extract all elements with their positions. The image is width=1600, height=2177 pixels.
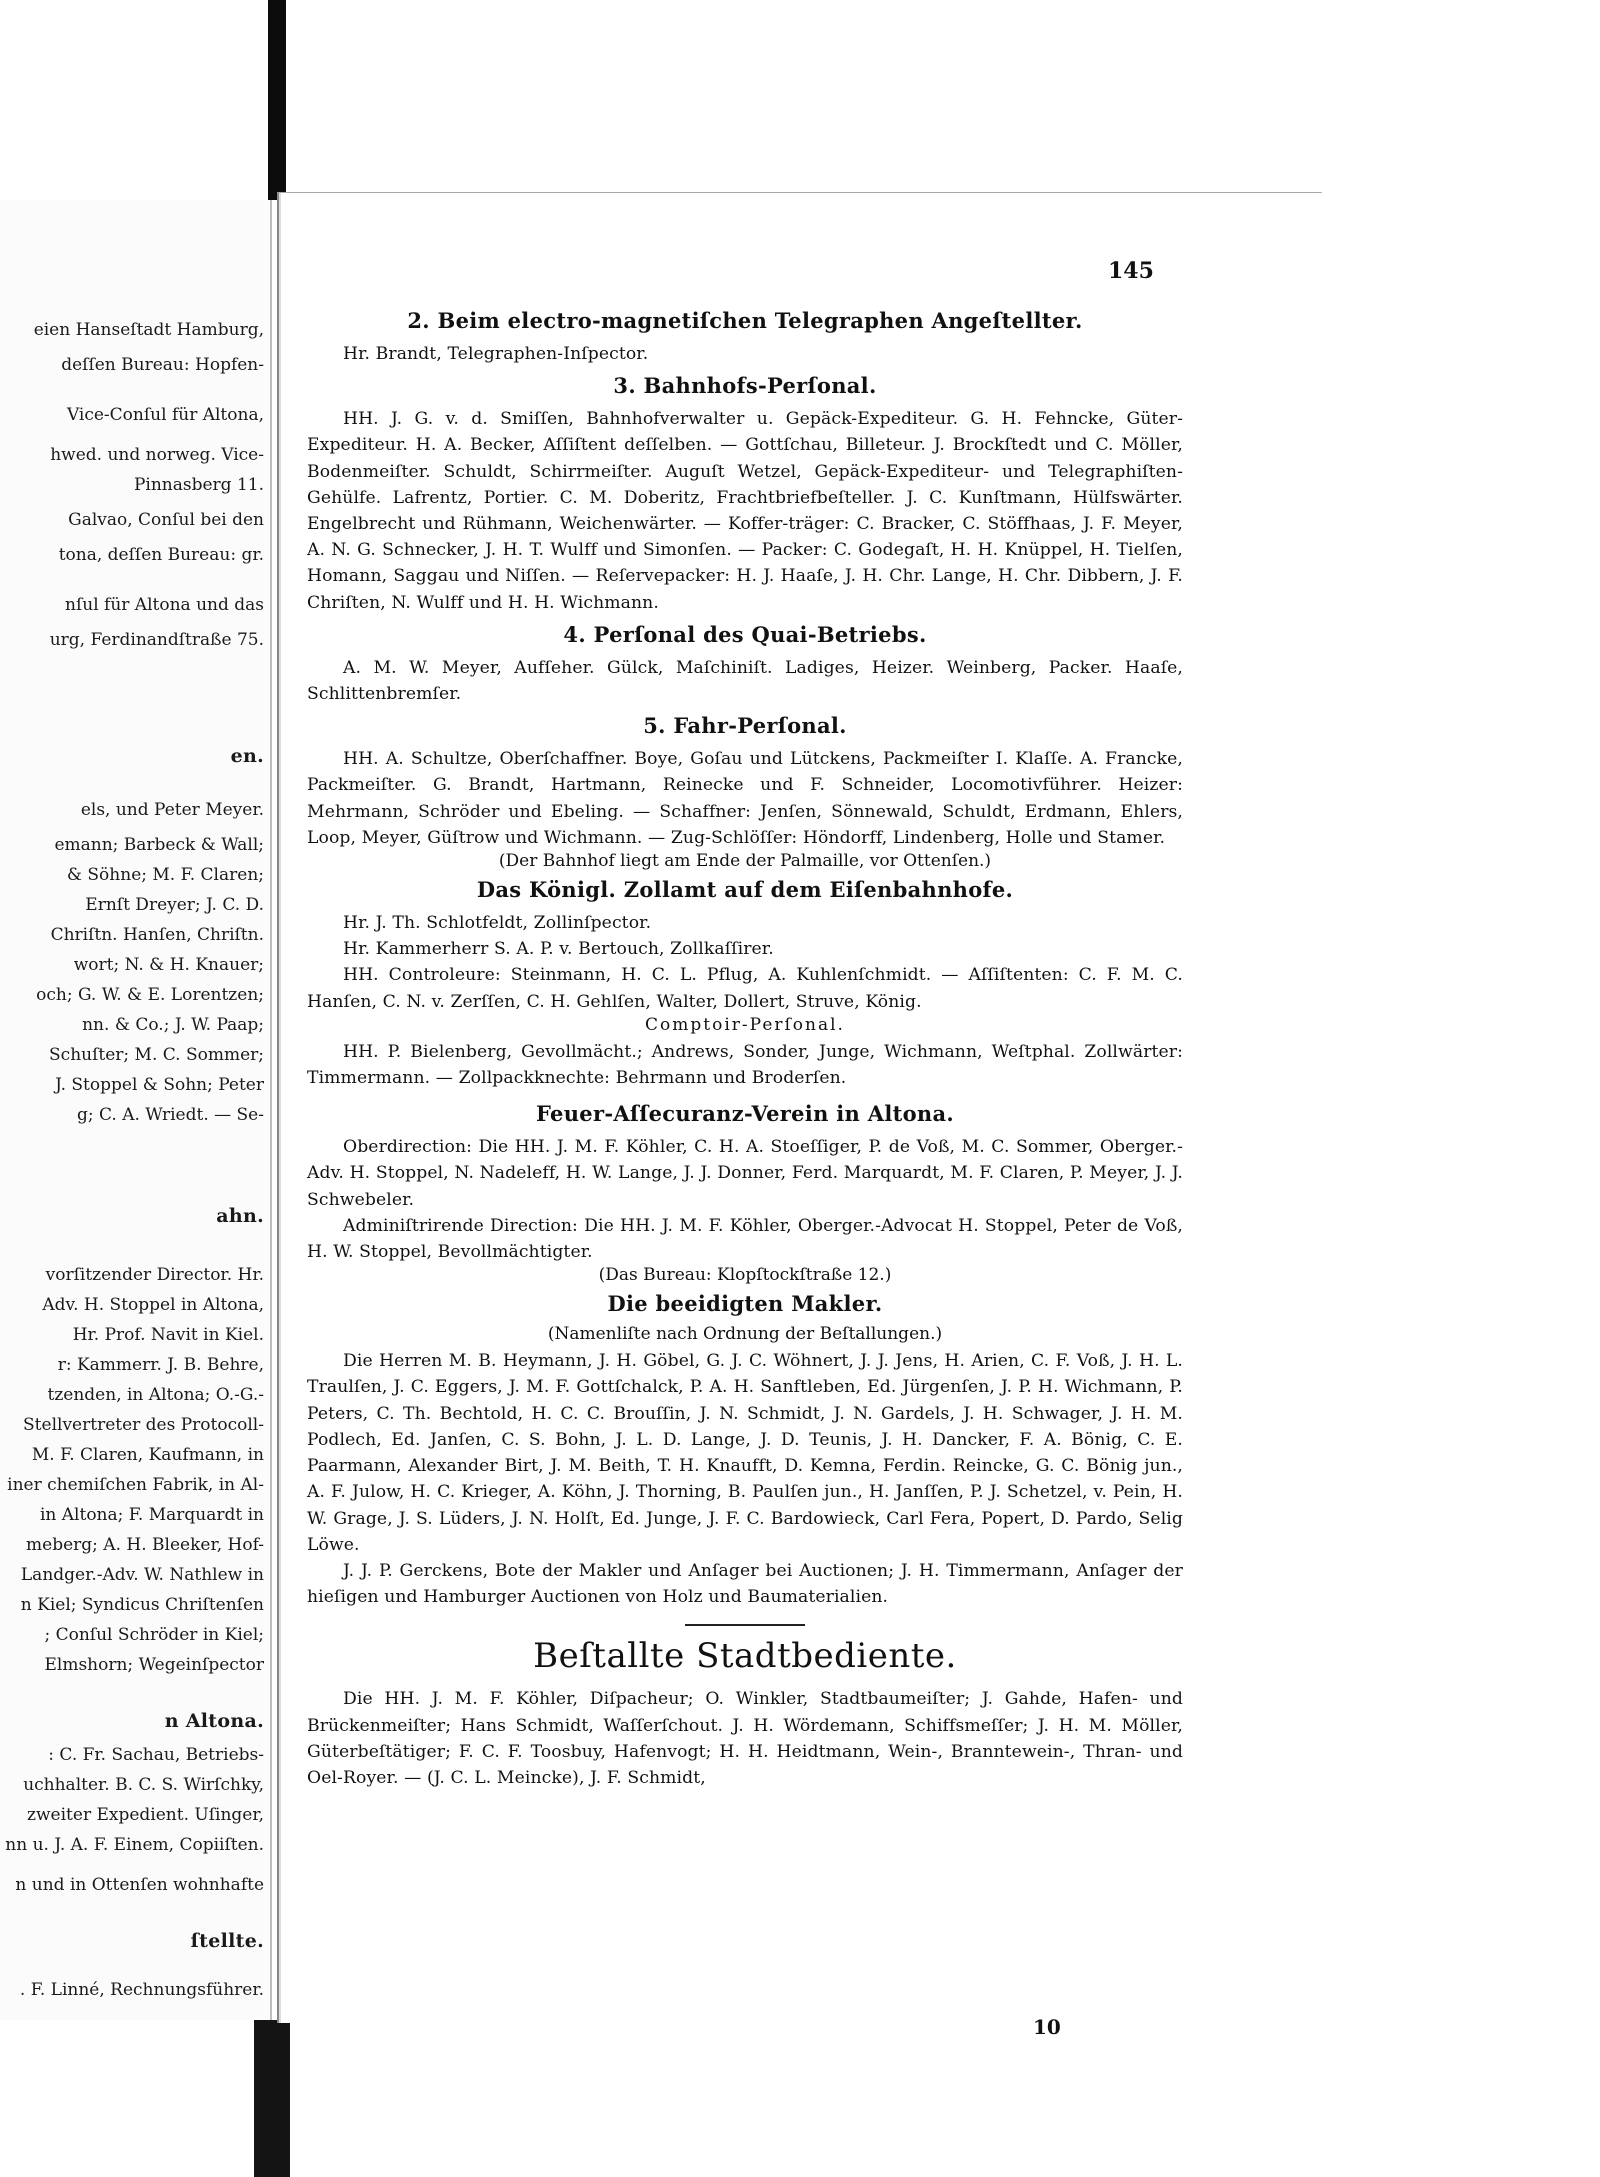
section-bahnhof-text: HH. J. G. v. d. Smiſſen, Bahnhofverwalter u. Gepäck-Expediteur. G. H. Fehncke, Güter-Expediteur. H. A. Becker, Aſſiſtent deſſelben. — Gottſchau, Billeteur. J. Brockſtedt und C. Möller, Bodenmeiſter. Schuldt, Schirrmeiſter. Auguſt Wetzel, Gepäck-Expediteur- und Telegraphiſten-Gehülfe. Lafrentz, Portier. C. M. Doberitz, Frachtbriefbeſteller. J. C. Kunſtmann, Hülfswärter. Engelbrecht und Rühmann, Weichenwärter. — Koffer-träger: C. Bracker, C. Stöffhaas, J. F. Meyer, A. N. G. Schnecker, J. H. T. Wulff und Simonſen. — Packer: C. Godegaſt, H. H. Knüppel, H. Tielſen, Homann, Saggau und Niſſen. — Reſervepacker: H. J. Haaſe, J. H. Chr. Lange, H. Chr. Dibbern, J. F. Chriſten, N. Wulff und H. H. Wichmann.	[307, 409, 1183, 613]
left-page-line: zweiter Expedient. Uſinger,	[27, 1805, 264, 1825]
left-page-line: tzenden, in Altona; O.-G.-	[47, 1385, 264, 1405]
left-page-line: g; C. A. Wriedt. — Se-	[76, 1105, 264, 1125]
feuer-note: (Das Bureau: Klopſtockſtraße 12.)	[598, 1265, 892, 1286]
left-page-line: Galvao, Conſul bei den	[68, 510, 264, 530]
zollamt-line-1: Hr. J. Th. Schlotfeldt, Zollinſpector.	[343, 913, 652, 934]
feuer-oberdirection: Oberdirection: Die HH. J. M. F. Köhler, C. H. A. Stoeſſiger, P. de Voß, M. C. Sommer, Oberger.-Adv. H. Stoppel, N. Nadeleff, H. W. Lange, J. J. Donner, Ferd. Marquardt, M. F. Claren, P. Meyer, J. J. Schwebeler.	[307, 1137, 1183, 1210]
left-page-line: Adv. H. Stoppel in Altona,	[42, 1295, 264, 1315]
section-makler-title: Die beeidigten Makler.	[607, 1291, 883, 1317]
left-page-line: n Kiel; Syndicus Chriſtenſen	[20, 1595, 264, 1615]
section-telegraph-text: Hr. Brandt, Telegraphen-Inſpector.	[343, 344, 649, 364]
left-page-line: uchhalter. B. C. S. Wirſchky,	[23, 1775, 264, 1795]
left-page-line: Ernſt Dreyer; J. C. D.	[85, 895, 264, 915]
left-page-line: urg, Ferdinandſtraße 75.	[49, 630, 264, 650]
zollamt-subheading: Comptoir-Perſonal.	[645, 1014, 845, 1035]
left-page-line: . F. Linné, Rechnungsführer.	[19, 1980, 264, 2000]
section-fahr-text: HH. A. Schultze, Oberſchaffner. Boye, Goſau und Lütckens, Packmeiſter I. Klaſſe. A. Francke, Packmeiſter. G. Brandt, Hartmann, Reinecke und F. Schneider, Locomotivführer. Heizer: Mehrmann, Schröder und Ebeling. — Schaffner: Jenſen, Sönnewald, Schuldt, Erdmann, Ehlers, Loop, Meyer, Güſtrow und Wichmann. — Zug-Schlöſſer: Höndorff, Lindenberg, Holle und Stamer.	[307, 749, 1183, 848]
left-page-line: Vice-Conſul für Altona,	[66, 405, 264, 425]
left-page-line: meberg; A. H. Bleeker, Hof-	[26, 1535, 264, 1555]
left-page-line: nn u. J. A. F. Einem, Copiiſten.	[5, 1835, 264, 1855]
left-page-line: ; Conſul Schröder in Kiel;	[44, 1625, 264, 1645]
stadtbediente-text: Die HH. J. M. F. Köhler, Diſpacheur; O. Winkler, Stadtbaumeiſter; J. Gahde, Hafen- und Brückenmeiſter; Hans Schmidt, Waſſerſchout. J. H. Wördemann, Schiffsmeſſer; J. H. M. Möller, Güterbeſtätiger; F. C. F. Toosbuy, Hafenvogt; H. H. Heidtmann, Wein-, Branntewein-, Thran- und Oel-Royer. — (J. C. L. Meincke), J. F. Schmidt,	[307, 1689, 1183, 1788]
left-page-line: Stellvertreter des Protocoll-	[23, 1415, 264, 1435]
page-content	[307, 302, 1183, 1791]
left-page-line: M. F. Claren, Kaufmann, in	[31, 1445, 264, 1465]
page-number: 145	[1108, 258, 1154, 284]
separator-rule	[685, 1624, 805, 1626]
spine-shadow-bottom	[254, 2020, 290, 2177]
left-page-line: en.	[230, 745, 264, 767]
left-page-line: eien Hanseſtadt Hamburg,	[33, 320, 264, 340]
makler-text-2: J. J. P. Gerckens, Bote der Makler und Anſager bei Auctionen; J. H. Timmermann, Anſager der hieſigen und Hamburger Auctionen von Holz und Baumaterialien.	[307, 1560, 1183, 1608]
zollamt-text-2: HH. P. Bielenberg, Gevollmächt.; Andrews, Sonder, Junge, Wichmann, Weſtphal. Zollwärter: Timmermann. — Zollpackknechte: Behrmann und Broderſen.	[307, 1041, 1183, 1089]
left-page-line: Schuſter; M. C. Sommer;	[49, 1045, 264, 1065]
feuer-administration: Adminiſtrirende Direction: Die HH. J. M. F. Köhler, Oberger.-Advocat H. Stoppel, Peter de Voß, H. W. Stoppel, Bevollmächtigter.	[307, 1215, 1183, 1263]
section-fahr-title: 5. Fahr-Perſonal.	[643, 713, 847, 739]
left-page-line: in Altona; F. Marquardt in	[39, 1505, 264, 1525]
left-page-line: Elmshorn; Wegeinſpector	[44, 1655, 264, 1675]
section-zollamt-title: Das Königl. Zollamt auf dem Eiſenbahnhofe.	[476, 877, 1014, 903]
signature-number: 10	[1033, 2015, 1061, 2039]
makler-note: (Namenliſte nach Ordnung der Beſtallungen.)	[547, 1324, 943, 1345]
left-page-line: Pinnasberg 11.	[133, 475, 264, 495]
section-stadtbediente-title: Beſtallte Stadtbediente.	[533, 1636, 957, 1677]
section-bahnhof-title: 3. Bahnhofs-Perſonal.	[613, 373, 877, 399]
left-page-line: n und in Ottenſen wohnhafte	[15, 1875, 264, 1895]
zollamt-line-2: Hr. Kammerherr S. A. P. v. Bertouch, Zollkaſſirer.	[343, 939, 774, 960]
left-page-line: vorſitzender Director. Hr.	[45, 1265, 264, 1285]
zollamt-text: HH. Controleure: Steinmann, H. C. L. Pflug, A. Kuhlenſchmidt. — Aſſiſtenten: C. F. M. C. Hanſen, C. N. v. Zerſſen, C. H. Gehlſen, Walter, Dollert, Struve, König.	[307, 965, 1183, 1012]
left-page-line: ahn.	[216, 1205, 264, 1227]
left-page-line: tona, deſſen Bureau: gr.	[58, 545, 264, 565]
left-page-line: : C. Fr. Sachau, Betriebs-	[48, 1745, 264, 1765]
section-quai-title: 4. Perſonal des Quai-Betriebs.	[563, 621, 927, 647]
spine-shadow-top	[268, 0, 286, 200]
left-page-line: och; G. W. & E. Lorentzen;	[36, 985, 264, 1005]
section-quai-text: A. M. W. Meyer, Aufſeher. Gülck, Maſchiniſt. Ladiges, Heizer. Weinberg, Packer. Haaſe, Schlittenbremſer.	[307, 657, 1183, 705]
left-page-line: nſul für Altona und das	[65, 595, 264, 615]
left-page-line: els, und Peter Meyer.	[80, 800, 264, 820]
left-page-line: emann; Barbeck & Wall;	[54, 835, 264, 855]
left-page-line: deſſen Bureau: Hopfen-	[61, 355, 264, 375]
left-page-line: wort; N. & H. Knauer;	[73, 955, 264, 975]
left-page-line: Landger.-Adv. W. Nathlew in	[20, 1565, 264, 1585]
left-page-line: Hr. Prof. Navit in Kiel.	[72, 1325, 264, 1345]
left-page-line: n Altona.	[164, 1710, 264, 1732]
section-telegraph-title: 2. Beim electro-magnetiſchen Telegraphen Angeſtellter.	[407, 308, 1083, 333]
section-feuer-title: Feuer-Aſſecuranz-Verein in Altona.	[536, 1101, 954, 1127]
left-page-line: & Söhne; M. F. Claren;	[66, 865, 264, 885]
left-page-line: hwed. und norweg. Vice-	[50, 445, 264, 465]
makler-list: Die Herren M. B. Heymann, J. H. Göbel, G. J. C. Wöhnert, J. J. Jens, H. Arien, C. F. Voß, J. H. L. Traulſen, J. C. Eggers, J. M. F. Gottſchalck, P. A. H. Sanftleben, Ed. Jürgenſen, J. P. H. Wichmann, P. Peters, C. Th. Bechtold, H. C. C. Brouſſin, J. N. Schmidt, J. N. Gardels, J. H. Schwager, J. H. M. Podlech, Ed. Janſen, C. S. Bohn, J. L. D. Lange, J. D. Teunis, J. H. Dancker, F. A. Bönig, C. E. Paarmann, Alexander Birt, J. M. Beith, T. H. Knaufft, D. Kemna, Ferdin. Reincke, G. C. Bönig jun., A. F. Julow, H. C. Krieger, A. Köhn, J. Thorning, B. Paulſen jun., H. Janſſen, P. J. Schetzel, v. Pein, H. W. Grage, J. S. Lüders, J. N. Holſt, Ed. Junge, J. F. C. Bardowieck, Carl Fera, Popert, D. Pardo, Selig Löwe.	[307, 1351, 1183, 1555]
left-page-line: nn. & Co.; J. W. Paap;	[82, 1015, 264, 1035]
left-page-line: ſtellte.	[190, 1930, 264, 1952]
left-page-line: J. Stoppel & Sohn; Peter	[55, 1075, 264, 1095]
left-page-line: iner chemiſchen Fabrik, in Al-	[7, 1475, 264, 1495]
section-fahr-note: (Der Bahnhof liegt am Ende der Palmaille, vor Ottenſen.)	[498, 851, 992, 872]
left-page-line: r: Kammerr. J. B. Behre,	[57, 1355, 264, 1375]
left-page-fragment	[0, 200, 272, 2020]
left-page-line: Chriſtn. Hanſen, Chriſtn.	[50, 925, 264, 945]
